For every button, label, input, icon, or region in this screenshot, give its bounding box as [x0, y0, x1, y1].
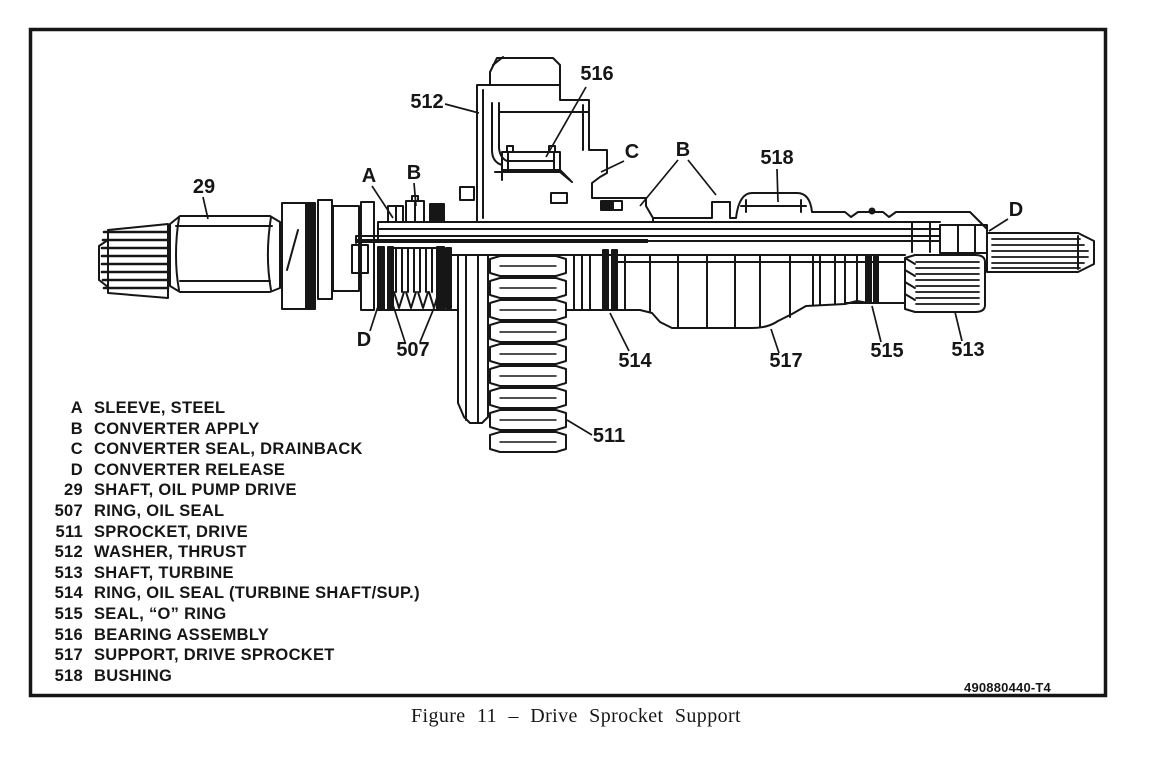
callout-512: 512 — [410, 91, 444, 113]
bushing-518 — [741, 200, 806, 212]
legend-row — [47, 460, 420, 481]
turbine-shaft — [987, 233, 1094, 272]
legend-key: B — [70, 419, 83, 438]
support-casting-top — [653, 193, 987, 229]
legend-row — [47, 419, 420, 440]
legend-desc: SHAFT, TURBINE — [94, 563, 234, 582]
legend-row — [47, 480, 420, 501]
legend-key: 513 — [54, 563, 83, 582]
sleeve-and-apply-seals — [388, 187, 474, 222]
legend-key: C — [70, 440, 83, 459]
callout-518: 518 — [760, 147, 794, 169]
legend-desc: BUSHING — [94, 666, 173, 685]
legend-desc: CONVERTER SEAL, DRAINBACK — [94, 440, 363, 459]
parts-legend — [47, 398, 420, 686]
legend-key: 515 — [54, 604, 83, 623]
callout-b-right: B — [675, 139, 691, 161]
legend-key: 518 — [54, 666, 83, 685]
o-ring-seal-515 — [866, 255, 878, 302]
legend-desc: WASHER, THRUST — [94, 543, 247, 562]
legend-key: A — [70, 399, 83, 417]
legend-row — [47, 501, 420, 522]
oil-pump-drive-shaft — [99, 216, 280, 298]
oil-seal-ring-514 — [603, 250, 617, 310]
legend-key: 29 — [64, 481, 83, 500]
callout-d-left: D — [356, 329, 372, 351]
legend-row — [47, 398, 420, 419]
legend-desc: SEAL, “O” RING — [94, 604, 227, 623]
legend-row — [47, 625, 420, 646]
drainback-seal-c — [601, 201, 612, 210]
legend-desc: SPROCKET, DRIVE — [94, 522, 248, 541]
upper-housing — [477, 57, 653, 222]
drive-sprocket-support-body — [616, 255, 905, 328]
legend-desc: SHAFT, OIL PUMP DRIVE — [94, 481, 297, 500]
callout-517: 517 — [769, 350, 803, 372]
oil-seal-rings-507 — [378, 247, 451, 309]
assembly-drawing — [99, 57, 1094, 452]
legend-row — [47, 666, 420, 687]
turbine-shaft-spline-drum — [905, 255, 985, 312]
sprocket-spacer — [566, 255, 603, 310]
legend-key: 512 — [54, 543, 83, 562]
legend-desc: RING, OIL SEAL (TURBINE SHAFT/SUP.) — [94, 584, 420, 603]
drive-sprocket — [458, 255, 566, 452]
legend-desc: CONVERTER APPLY — [94, 419, 260, 438]
legend-desc: SLEEVE, STEEL — [94, 399, 226, 417]
legend-desc: CONVERTER RELEASE — [94, 460, 286, 479]
callout-513: 513 — [951, 339, 985, 361]
legend-desc: BEARING ASSEMBLY — [94, 625, 270, 644]
callout-a: A — [361, 165, 377, 187]
legend-row — [47, 563, 420, 584]
legend-key: 517 — [54, 646, 83, 665]
legend-key: 507 — [54, 501, 83, 520]
legend-key: D — [70, 460, 83, 479]
callout-514: 514 — [618, 350, 652, 372]
callout-c: C — [624, 141, 640, 163]
legend-row — [47, 439, 420, 460]
legend-row — [47, 542, 420, 563]
legend-key: 516 — [54, 625, 83, 644]
legend-key: 511 — [55, 522, 83, 541]
figure-caption: Figure 11 – Drive Sprocket Support — [410, 705, 742, 727]
callout-511: 511 — [592, 425, 626, 447]
callout-d-right: D — [1008, 199, 1024, 221]
pump-hub-coupling — [282, 200, 374, 310]
legend-desc: RING, OIL SEAL — [94, 501, 225, 520]
legend-key: 514 — [54, 584, 83, 603]
callout-507: 507 — [396, 339, 430, 361]
reference-code: 490880440-T4 — [964, 680, 1051, 695]
legend-row — [47, 522, 420, 543]
callout-515: 515 — [870, 340, 904, 362]
callout-29: 29 — [192, 176, 216, 198]
legend-row — [47, 604, 420, 625]
legend-row — [47, 583, 420, 604]
legend-row — [47, 645, 420, 666]
legend-desc: SUPPORT, DRIVE SPROCKET — [94, 646, 335, 665]
oil-hole-dot — [869, 208, 876, 215]
callout-516: 516 — [580, 63, 614, 85]
callout-b-left: B — [406, 162, 422, 184]
